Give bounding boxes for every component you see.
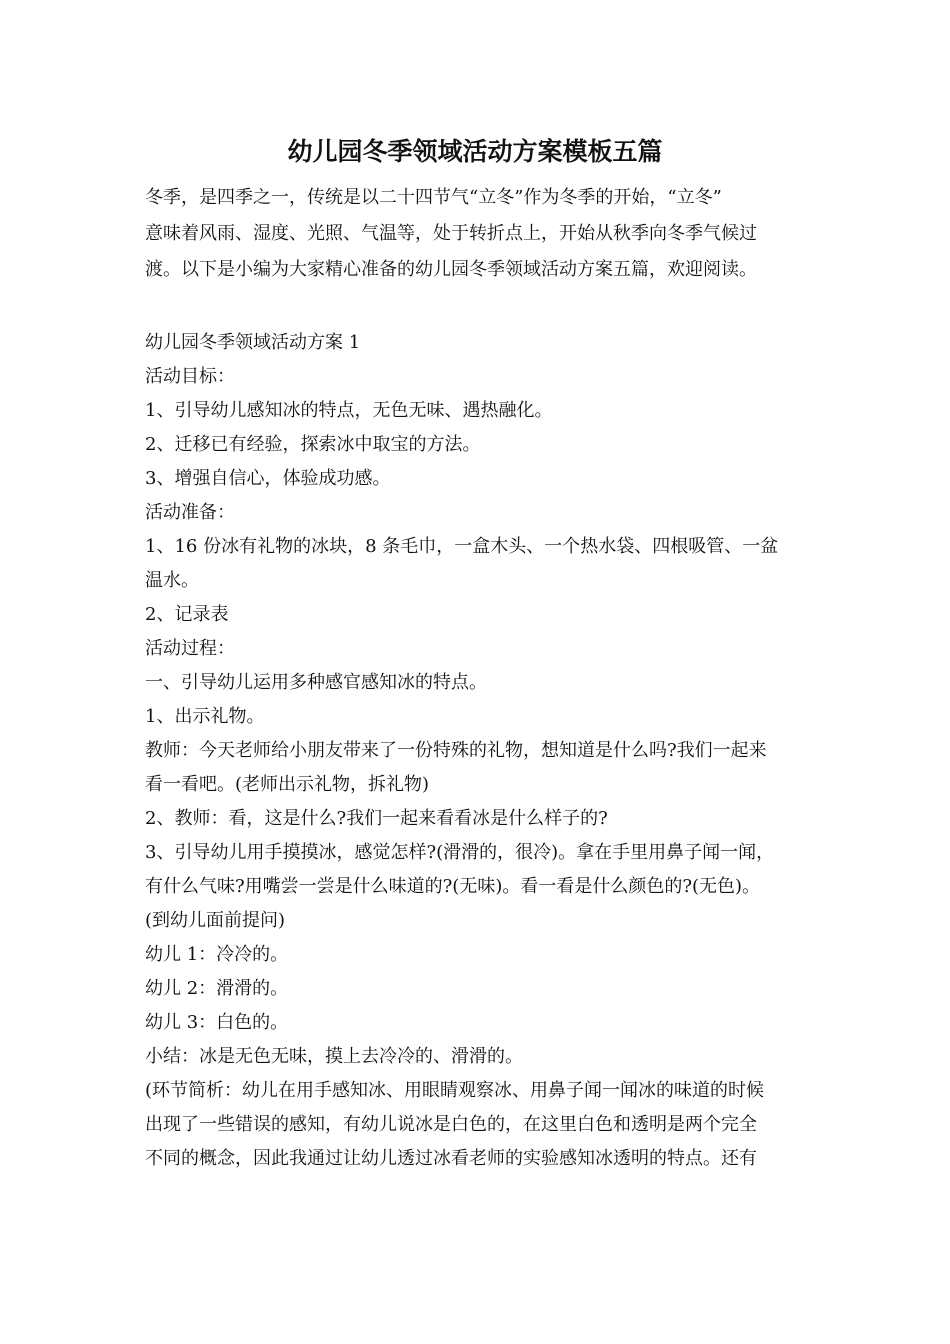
body-line: 活动准备： (145, 502, 235, 523)
body-line: 教师：今天老师给小朋友带来了一份特殊的礼物，想知道是什么吗?我们一起来 (145, 740, 767, 761)
body-line: 3、增强自信心，体验成功感。 (145, 468, 391, 489)
body-line: 幼儿 3：白色的。 (145, 1012, 289, 1033)
body-line: 一、引导幼儿运用多种感官感知冰的特点。 (145, 672, 487, 693)
intro-line: 渡。以下是小编为大家精心准备的幼儿园冬季领域活动方案五篇，欢迎阅读。 (145, 259, 757, 280)
body-line: 1、出示礼物。 (145, 706, 265, 727)
body-line: 2、迁移已有经验，探索冰中取宝的方法。 (145, 434, 481, 455)
document-title: 幼儿园冬季领域活动方案模板五篇 (287, 137, 663, 166)
intro-paragraph (145, 180, 815, 288)
body-line: 1、16 份冰有礼物的冰块，8 条毛巾，一盒木头、一个热水袋、四根吸管、一盆 (145, 536, 779, 557)
body-line: 不同的概念，因此我通过让幼儿透过冰看老师的实验感知冰透明的特点。还有 (145, 1148, 757, 1169)
body-line: 小结：冰是无色无味，摸上去冷冷的、滑滑的。 (145, 1046, 523, 1067)
document-body (145, 326, 825, 1176)
body-line: 幼儿 1：冷冷的。 (145, 944, 289, 965)
body-line: 出现了一些错误的感知，有幼儿说冰是白色的，在这里白色和透明是两个完全 (145, 1114, 757, 1135)
body-line: 活动目标： (145, 366, 235, 387)
body-line: 活动过程： (145, 638, 235, 659)
section-heading: 幼儿园冬季领域活动方案 1 (145, 332, 361, 353)
body-line: (环节简析：幼儿在用手感知冰、用眼睛观察冰、用鼻子闻一闻冰的味道的时候 (145, 1080, 765, 1101)
body-line: 3、引导幼儿用手摸摸冰，感觉怎样?(滑滑的，很冷)。拿在手里用鼻子闻一闻， (145, 842, 775, 863)
body-line: 2、记录表 (145, 604, 229, 625)
body-line: 温水。 (145, 570, 199, 591)
body-line: 看一看吧。(老师出示礼物，拆礼物) (145, 774, 430, 795)
intro-line: 冬季，是四季之一，传统是以二十四节气“立冬”作为冬季的开始，“立冬” (145, 187, 722, 208)
body-line: 2、教师：看，这是什么?我们一起来看看冰是什么样子的? (145, 808, 608, 829)
body-line: 有什么气味?用嘴尝一尝是什么味道的?(无味)。看一看是什么颜色的?(无色)。 (145, 876, 761, 897)
body-line: 1、引导幼儿感知冰的特点，无色无味、遇热融化。 (145, 400, 553, 421)
body-line: 幼儿 2：滑滑的。 (145, 978, 289, 999)
body-line: (到幼儿面前提问) (145, 910, 286, 931)
intro-line: 意味着风雨、湿度、光照、气温等，处于转折点上，开始从秋季向冬季气候过 (145, 223, 757, 244)
